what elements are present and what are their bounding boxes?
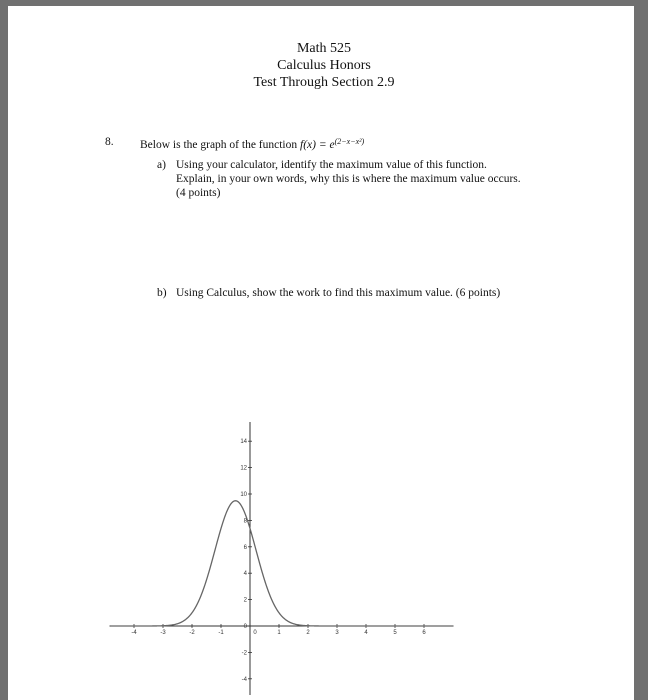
function-expression: f(x) = e xyxy=(300,139,335,151)
stem-text: Below is the graph of the function xyxy=(140,139,301,151)
part-a-label: a) xyxy=(157,159,166,171)
x-tick-label: -1 xyxy=(218,630,224,636)
y-tick-label: 8 xyxy=(243,518,247,525)
y-tick-label: 2 xyxy=(243,597,247,604)
y-tick-label: -2 xyxy=(241,650,247,657)
function-curve xyxy=(111,501,453,626)
y-tick-label: -4 xyxy=(241,676,247,683)
x-tick-label: 1 xyxy=(277,630,281,636)
x-tick-label: -3 xyxy=(160,630,166,636)
test-subtitle: Test Through Section 2.9 xyxy=(253,75,395,90)
question-number: 8. xyxy=(105,136,114,148)
function-exponent: (2−x−x²) xyxy=(334,137,365,146)
x-tick-label: 3 xyxy=(335,630,339,636)
part-a-line-2: Explain, in your own words, why this is where the maximum value occurs. xyxy=(176,173,521,185)
course-name: Math 525 xyxy=(296,41,352,56)
y-tick-label: 6 xyxy=(243,544,247,551)
x-tick-label: 6 xyxy=(422,630,426,636)
part-b-label: b) xyxy=(157,287,167,299)
part-a-line-1: Using your calculator, identify the maximum value of this function. xyxy=(176,159,487,171)
y-tick-label: 14 xyxy=(240,439,247,446)
y-tick-label: 0 xyxy=(243,624,247,630)
y-tick-label: 10 xyxy=(240,492,247,498)
x-tick-label: -4 xyxy=(131,630,137,636)
x-tick-label: 5 xyxy=(393,630,397,636)
x-tick-label: -2 xyxy=(189,630,195,636)
x-tick-label: 2 xyxy=(306,630,310,636)
x-tick-label: 4 xyxy=(364,630,368,636)
y-tick-label: 4 xyxy=(243,571,247,578)
part-a-line-3: (4 points) xyxy=(176,187,221,199)
part-b-text: Using Calculus, show the work to find this maximum value. (6 points) xyxy=(176,287,501,299)
y-tick-label: 12 xyxy=(240,465,247,472)
x-tick-label: 0 xyxy=(253,630,257,636)
course-title: Calculus Honors xyxy=(277,58,371,73)
